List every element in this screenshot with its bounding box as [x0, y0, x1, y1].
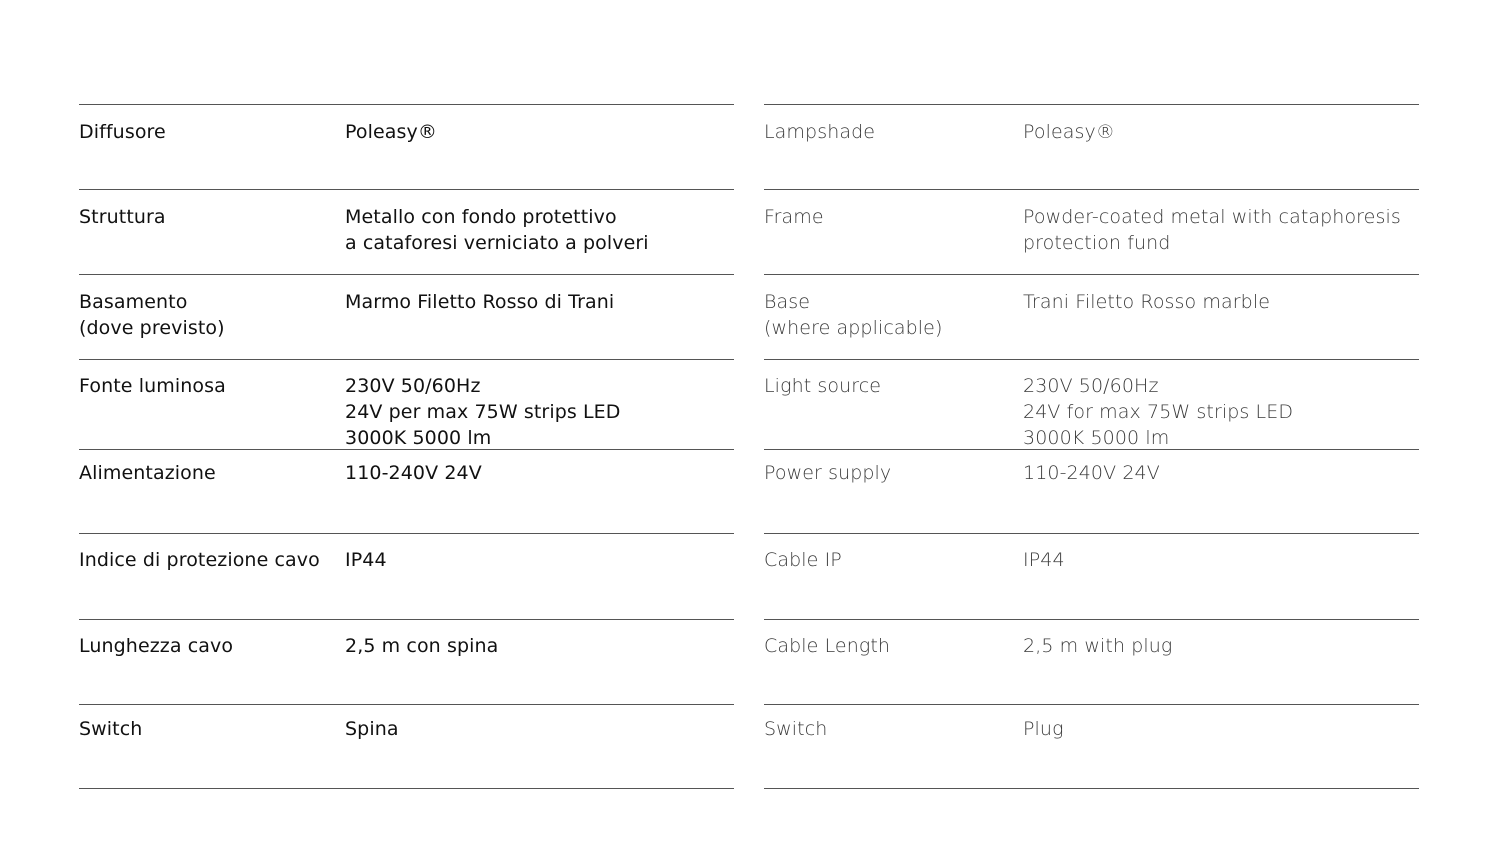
spec-value: IP44	[1023, 549, 1065, 571]
spec-value: Trani Filetto Rosso marble	[1023, 291, 1271, 313]
spec-value: 2,5 m with plug	[1023, 635, 1173, 657]
spec-label: Lampshade	[764, 121, 876, 143]
spec-label: Switch	[764, 718, 828, 740]
spec-label: Switch	[79, 718, 143, 740]
spec-row-switch	[79, 704, 734, 789]
spec-row-indice-protezione	[79, 533, 734, 619]
spec-row-basamento	[79, 274, 734, 359]
spec-label: Light source	[764, 375, 882, 397]
spec-label: Diffusore	[79, 121, 166, 143]
spec-value: Plug	[1023, 718, 1064, 740]
spec-row-cable-length	[764, 619, 1419, 704]
spec-row-cable-ip	[764, 533, 1419, 619]
spec-row-alimentazione	[79, 449, 734, 533]
spec-label: Frame	[764, 206, 824, 228]
spec-row-lunghezza-cavo	[79, 619, 734, 704]
spec-row-lampshade	[764, 104, 1419, 189]
spec-label: Indice di protezione cavo	[79, 549, 320, 571]
spec-value: 230V 50/60Hz 24V per max 75W strips LED 3000K 5000 lm	[345, 375, 621, 449]
spec-label: Base (where applicable)	[764, 291, 943, 339]
spec-row-power-supply	[764, 449, 1419, 533]
spec-value: Poleasy®	[1023, 121, 1115, 143]
spec-value: 110-240V 24V	[345, 462, 482, 484]
spec-row-frame	[764, 189, 1419, 274]
spec-label: Lunghezza cavo	[79, 635, 234, 657]
spec-row-base	[764, 274, 1419, 359]
spec-value: 2,5 m con spina	[345, 635, 499, 657]
spec-value: Metallo con fondo protettivo a cataforesi verniciato a polveri	[345, 206, 649, 254]
spec-label: Power supply	[764, 462, 892, 484]
spec-row-switch	[764, 704, 1419, 789]
spec-table-italian	[79, 104, 734, 789]
spec-table-english	[764, 104, 1419, 789]
spec-row-diffusore	[79, 104, 734, 189]
spec-value: Marmo Filetto Rosso di Trani	[345, 291, 615, 313]
spec-value: 230V 50/60Hz 24V for max 75W strips LED 3000K 5000 lm	[1023, 375, 1294, 449]
spec-row-struttura	[79, 189, 734, 274]
spec-value: Spina	[345, 718, 399, 740]
spec-value: Powder-coated metal with cataphoresis protection fund	[1023, 206, 1401, 254]
spec-label: Cable Length	[764, 635, 891, 657]
spec-row-light-source	[764, 359, 1419, 449]
spec-label: Cable IP	[764, 549, 842, 571]
spec-label: Basamento (dove previsto)	[79, 291, 225, 339]
spec-value: IP44	[345, 549, 387, 571]
spec-row-fonte-luminosa	[79, 359, 734, 449]
spec-value: 110-240V 24V	[1023, 462, 1160, 484]
spec-label: Fonte luminosa	[79, 375, 226, 397]
spec-value: Poleasy®	[345, 121, 437, 143]
spec-label: Struttura	[79, 206, 166, 228]
spec-label: Alimentazione	[79, 462, 216, 484]
